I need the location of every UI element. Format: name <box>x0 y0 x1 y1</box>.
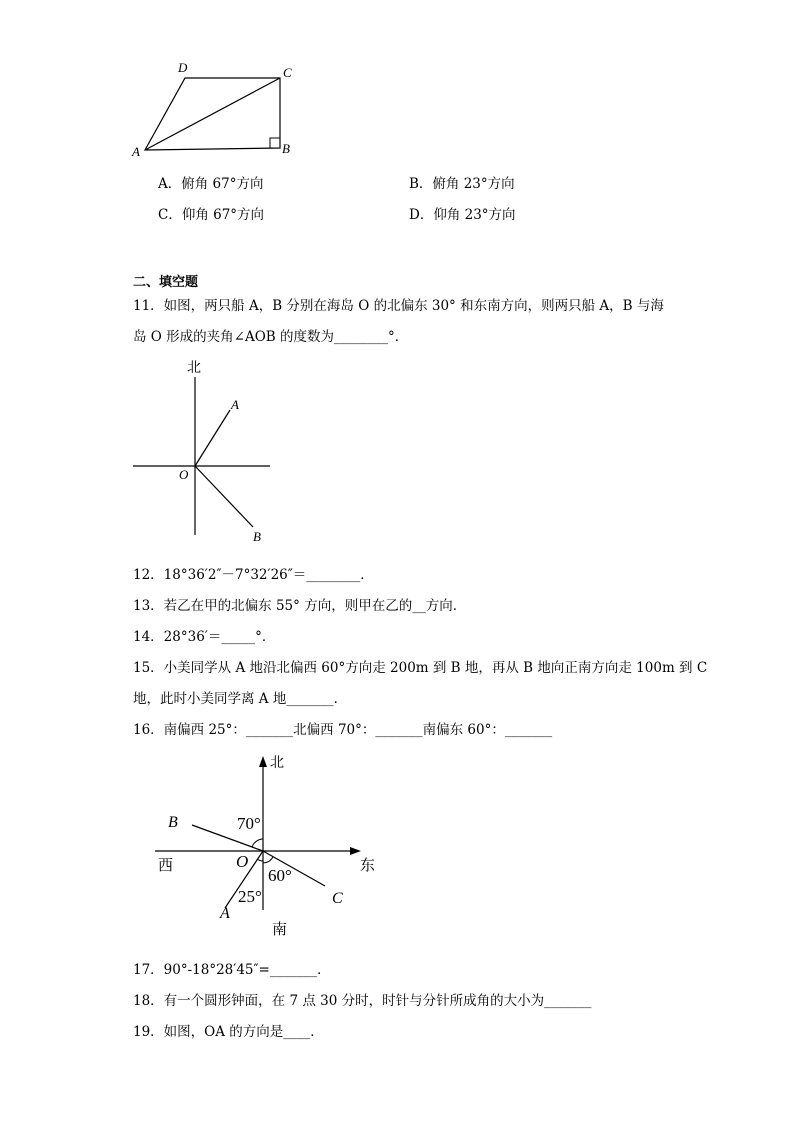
figure-compass-abc <box>150 748 390 943</box>
question-17: 17．90°-18°28′45″=_______． <box>133 962 331 978</box>
compass-ab-svg <box>125 355 285 550</box>
label-d: D <box>178 60 188 75</box>
label-west: 西 <box>158 856 174 874</box>
section-title: 二、填空题 <box>133 275 199 290</box>
option-d: D．仰角 23°方向 <box>409 207 516 223</box>
label-c: C <box>283 65 292 80</box>
question-18: 18．有一个圆形钟面，在 7 点 30 分时，时针与分针所成角的大小为_______ <box>133 993 592 1009</box>
label-c: C <box>332 890 343 907</box>
label-north: 北 <box>187 360 201 376</box>
ray-oa <box>195 410 230 466</box>
label-angle-70: 70° <box>237 814 261 833</box>
compass-abc-svg <box>150 748 390 943</box>
label-south: 南 <box>272 920 288 938</box>
question-12: 12．18°36′2″－7°32′26″＝________． <box>133 567 374 583</box>
north-arrowhead <box>259 756 267 767</box>
label-b: B <box>253 529 261 544</box>
question-15-line2: 地，此时小美同学离 A 地_______． <box>133 691 348 707</box>
option-a: A．俯角 67°方向 <box>158 176 264 192</box>
label-a: A <box>231 397 239 412</box>
question-14: 14．28°36′＝_____°． <box>133 629 276 645</box>
label-o: O <box>236 852 249 871</box>
label-o: O <box>179 467 189 482</box>
question-11-line2: 岛 O 形成的夹角∠AOB 的度数为________°． <box>133 329 409 345</box>
label-east: 东 <box>360 856 376 874</box>
label-b: B <box>282 141 290 156</box>
label-north: 北 <box>270 755 284 771</box>
label-a: A <box>132 144 140 159</box>
label-b: B <box>168 814 178 831</box>
ray-ob <box>195 466 253 527</box>
figure-compass-ab <box>125 355 285 550</box>
option-b: B．俯角 23°方向 <box>409 176 515 192</box>
right-angle-mark <box>270 138 280 148</box>
arc-25 <box>257 859 263 861</box>
question-13: 13．若乙在甲的北偏东 55° 方向，则甲在乙的__方向． <box>133 598 467 614</box>
label-angle-60: 60° <box>268 866 292 885</box>
figure-quadrilateral <box>130 60 310 165</box>
question-19: 19．如图，OA 的方向是____． <box>133 1024 324 1040</box>
question-11-line1: 11．如图，两只船 A，B 分别在海岛 O 的北偏东 30° 和东南方向，则两只船 A，B 与海 <box>133 298 664 314</box>
option-c: C．仰角 67°方向 <box>158 207 265 223</box>
arc-70 <box>252 839 263 847</box>
label-a: A <box>220 905 230 922</box>
label-angle-25: 25° <box>238 887 262 906</box>
arc-60 <box>263 857 273 863</box>
question-16: 16．南偏西 25°：_______北偏西 70°：_______南偏东 60°：_______ <box>133 722 553 738</box>
question-15-line1: 15．小美同学从 A 地沿北偏西 60°方向走 200m 到 B 地，再从 B 地向正南方向走 100m 到 C <box>133 660 708 676</box>
